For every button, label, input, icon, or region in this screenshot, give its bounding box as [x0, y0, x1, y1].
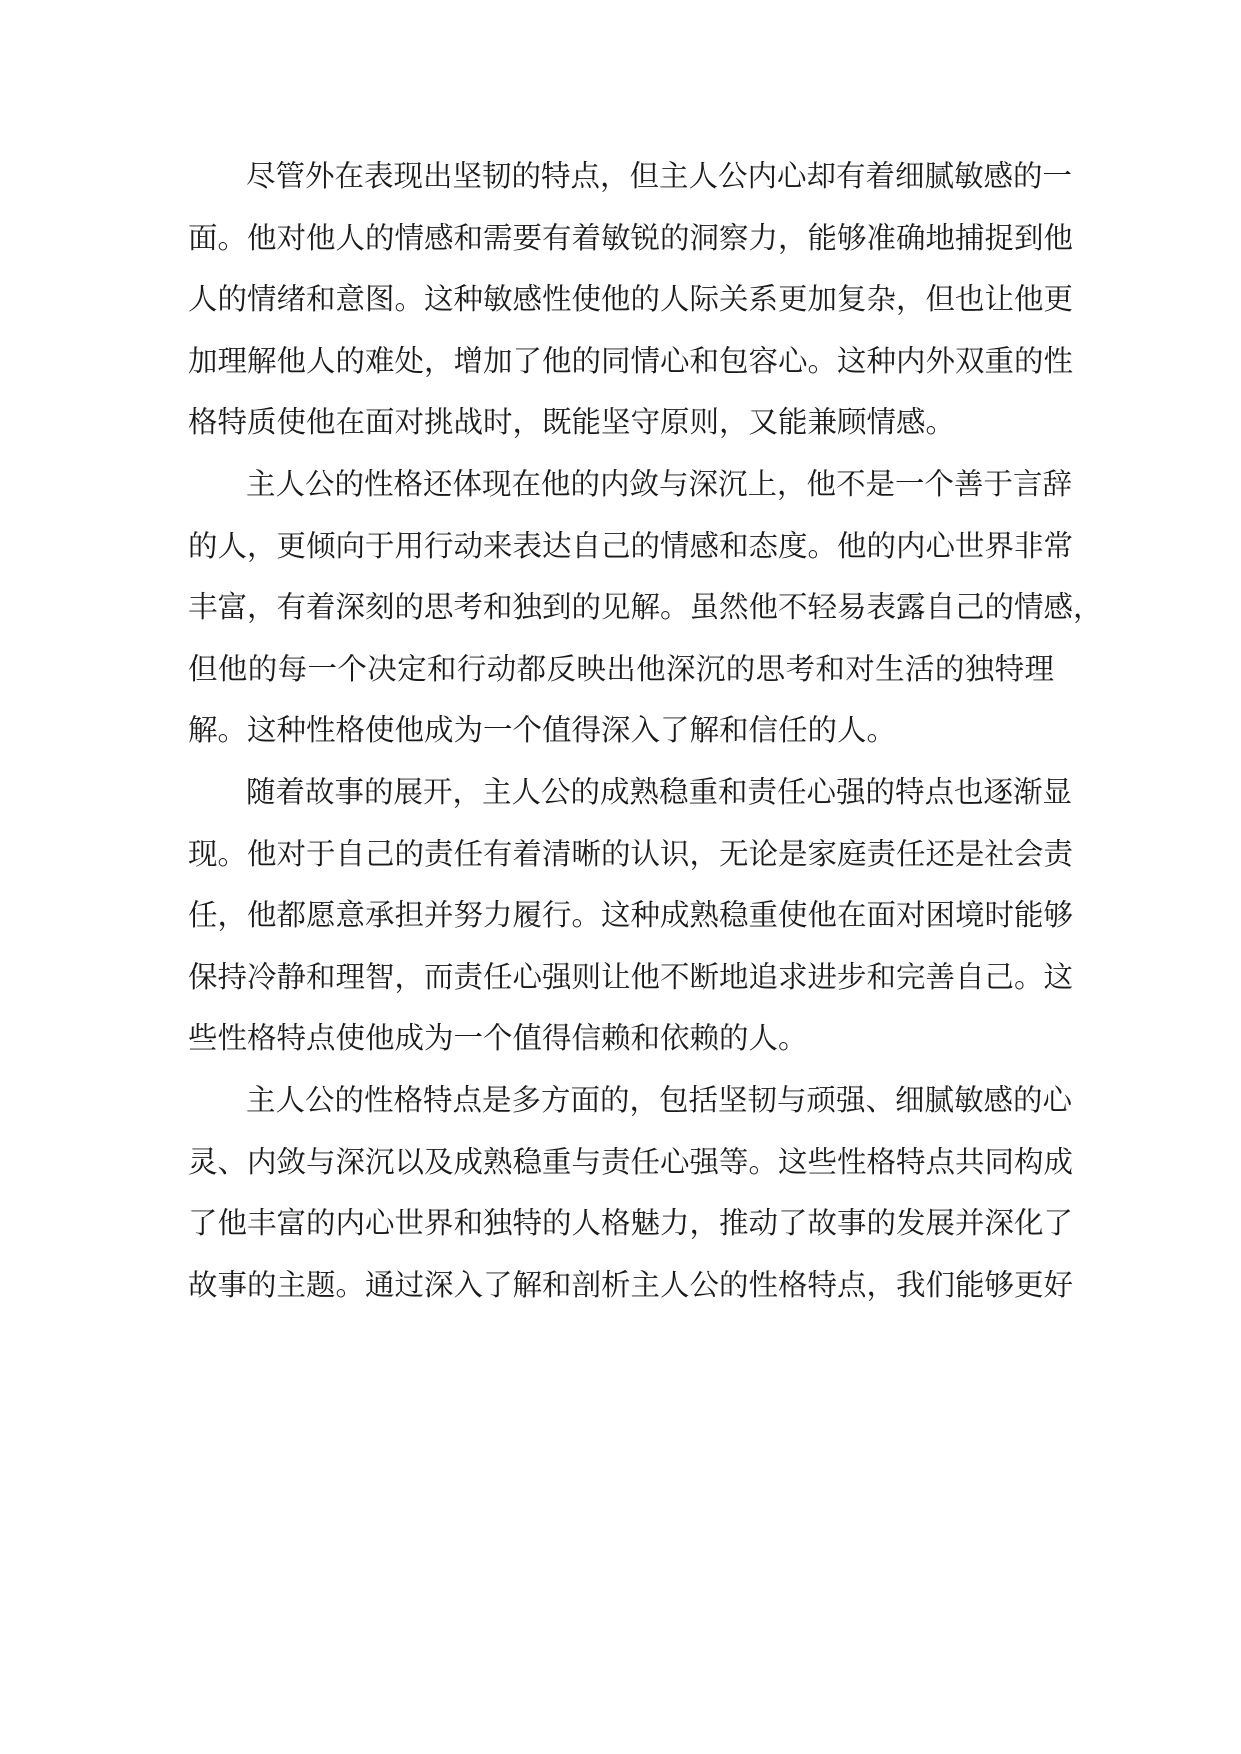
text-line: 尽管外在表现出坚韧的特点，但主人公内心却有着细腻敏感的一	[246, 159, 1073, 193]
text-line: 随着故事的展开，主人公的成熟稳重和责任心强的特点也逐渐显	[246, 774, 1073, 809]
text-line: 丰富，有着深刻的思考和独到的见解。虽然他不轻易表露自己的情感，	[188, 590, 1103, 625]
paragraph-1	[188, 146, 1074, 454]
paragraph-2	[188, 454, 1103, 762]
text-line: 故事的主题。通过深入了解和剖析主人公的性格特点，我们能够更好	[188, 1267, 1074, 1302]
text-line: 保持冷静和理智，而责任心强则让他不断地追求进步和完善自己。这	[188, 959, 1074, 994]
text-line: 现。他对于自己的责任有着清晰的认识，无论是家庭责任还是社会责	[188, 836, 1074, 871]
text-line: 灵、内敛与深沉以及成熟稳重与责任心强等。这些性格特点共同构成	[188, 1144, 1074, 1179]
text-line: 主人公的性格特点是多方面的，包括坚韧与顽强、细腻敏感的心	[246, 1082, 1073, 1117]
paragraph-4	[188, 1070, 1074, 1316]
text-line: 些性格特点使他成为一个值得信赖和依赖的人。	[188, 1021, 808, 1056]
text-line: 了他丰富的内心世界和独特的人格魅力，推动了故事的发展并深化了	[188, 1206, 1074, 1241]
text-line: 格特质使他在面对挑战时，既能坚守原则，又能兼顾情感。	[188, 405, 956, 440]
text-line: 解。这种性格使他成为一个值得深入了解和信任的人。	[188, 713, 897, 748]
text-line: 主人公的性格还体现在他的内敛与深沉上，他不是一个善于言辞	[246, 466, 1073, 501]
text-line: 但他的每一个决定和行动都反映出他深沉的思考和对生活的独特理	[188, 651, 1054, 686]
text-line: 加理解他人的难处，增加了他的同情心和包容心。这种内外双重的性	[188, 343, 1074, 378]
paragraph-3	[188, 762, 1074, 1070]
text-line: 的人，更倾向于用行动来表达自己的情感和态度。他的内心世界非常	[188, 528, 1074, 563]
text-line: 任，他都愿意承担并努力履行。这种成熟稳重使他在面对困境时能够	[188, 898, 1074, 933]
document-body	[188, 146, 1103, 1316]
text-line: 面。他对他人的情感和需要有着敏锐的洞察力，能够准确地捕捉到他	[188, 220, 1074, 255]
text-line: 人的情绪和意图。这种敏感性使他的人际关系更加复杂，但也让他更	[188, 282, 1074, 317]
